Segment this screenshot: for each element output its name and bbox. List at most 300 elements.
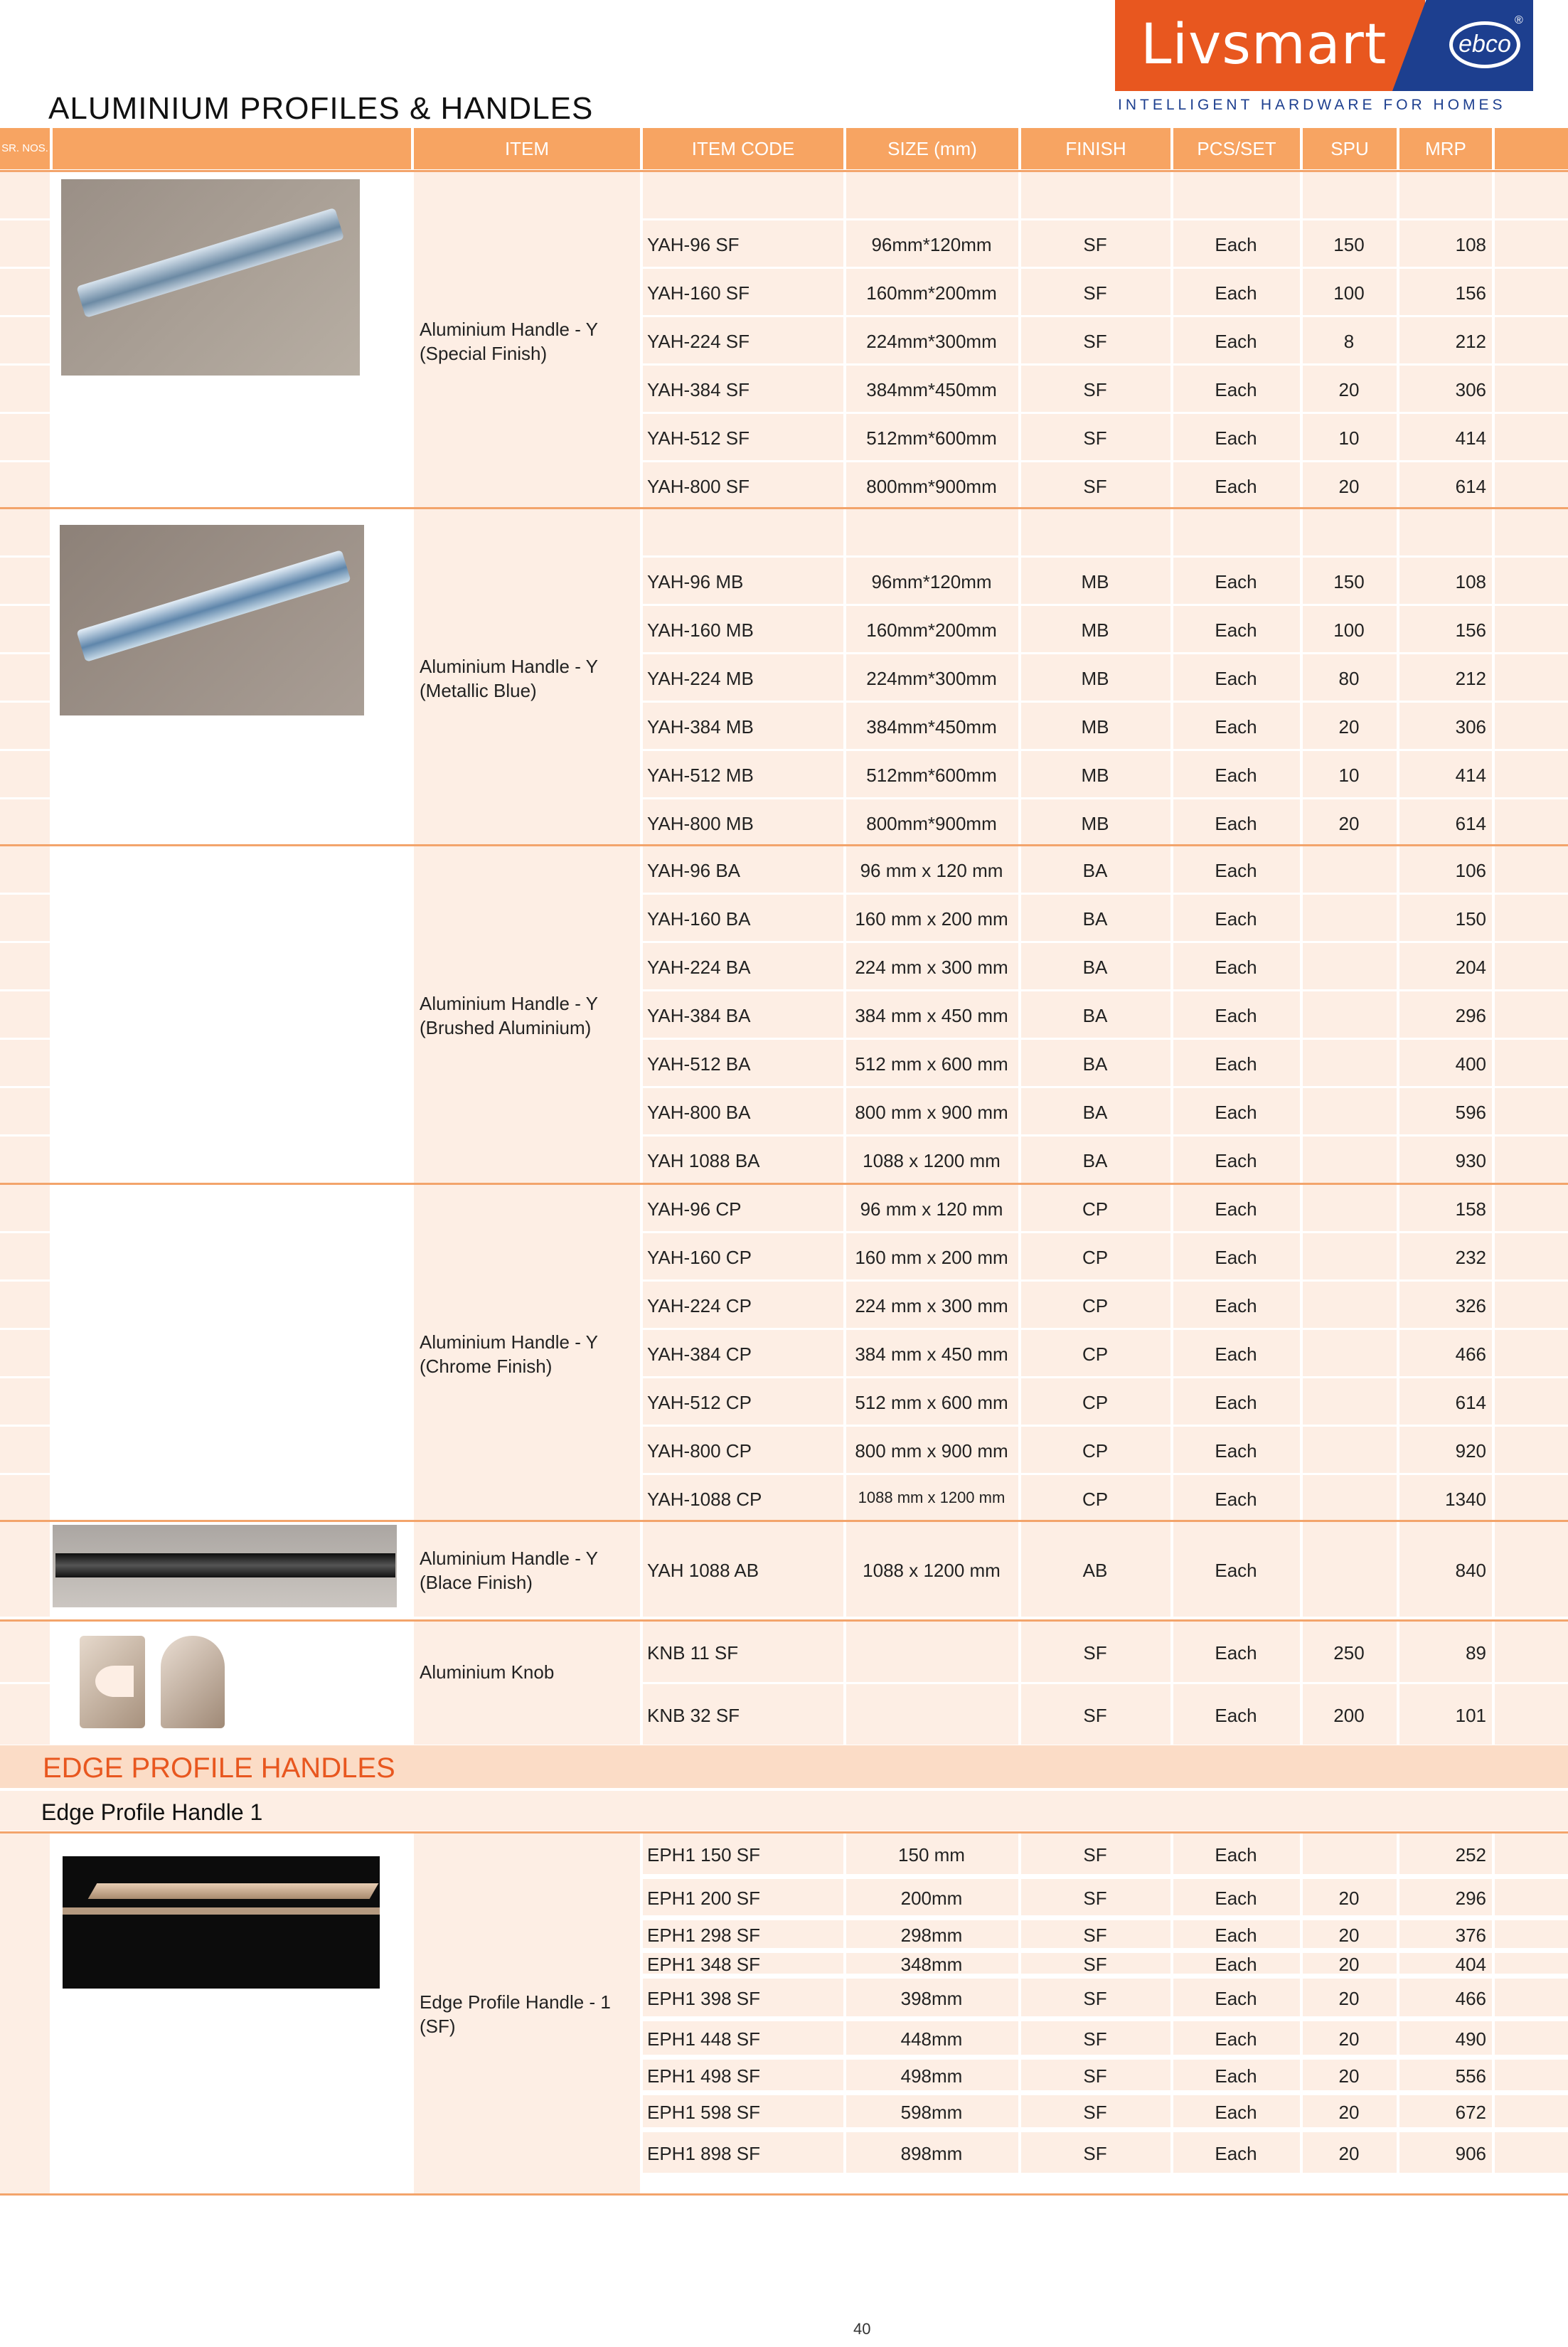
item-finish: CP: [1082, 1343, 1109, 1365]
item-code: YAH-800 SF: [647, 476, 750, 497]
item-pcs: Each: [1215, 1343, 1257, 1365]
pad-cell: [1495, 799, 1568, 846]
pad-cell: [1495, 1040, 1568, 1086]
item-size: 1088 mm x 1200 mm: [858, 1489, 1006, 1506]
item-finish: BA: [1082, 1005, 1108, 1026]
header-finish: FINISH: [1021, 128, 1170, 169]
item-mrp: 400: [1455, 1053, 1486, 1075]
pad-cell: [1495, 1522, 1568, 1617]
pad-cell: [1495, 846, 1568, 893]
blank-cell: [643, 509, 843, 555]
item-finish: SF: [1083, 1888, 1107, 1909]
sr-cell: [0, 799, 50, 846]
item-mrp: 156: [1455, 619, 1486, 641]
sr-cell: [0, 1330, 50, 1376]
header-sr: SR. NOS.: [0, 128, 50, 169]
item-code: EPH1 898 SF: [647, 2143, 760, 2164]
item-finish: SF: [1083, 2065, 1107, 2087]
item-code: YAH-512 BA: [647, 1053, 751, 1075]
item-size: 160 mm x 200 mm: [855, 908, 1008, 930]
item-code: EPH1 200 SF: [647, 1888, 760, 1909]
item-finish: BA: [1082, 908, 1108, 930]
item-finish: SF: [1083, 234, 1107, 255]
item-code: YAH-160 CP: [647, 1247, 752, 1268]
sr-cell: [0, 1185, 50, 1231]
item-code: EPH1 498 SF: [647, 2065, 760, 2087]
item-spu: 20: [1338, 1988, 1360, 2009]
item-pcs: Each: [1215, 379, 1257, 400]
item-size: 1088 x 1200 mm: [863, 1560, 1001, 1581]
size-cell: [846, 1622, 1018, 1682]
item-finish: CP: [1082, 1295, 1109, 1316]
item-finish: SF: [1083, 427, 1107, 449]
item-spu: 20: [1338, 2065, 1360, 2087]
item-pcs: Each: [1215, 716, 1257, 738]
sr-cell: [0, 606, 50, 652]
item-size: 96mm*120mm: [871, 234, 992, 255]
item-size: 150 mm: [898, 1844, 965, 1866]
edge-section-bar: [0, 1745, 1568, 1788]
item-pcs: Each: [1215, 234, 1257, 255]
item-size: 200mm: [900, 1888, 963, 1909]
item-finish: MB: [1081, 668, 1109, 689]
sr-cell: [0, 366, 50, 412]
item-mrp: 106: [1455, 860, 1486, 881]
spu-cell: [1303, 1233, 1397, 1279]
item-pcs: Each: [1215, 427, 1257, 449]
item-spu: 20: [1338, 2143, 1360, 2164]
item-mrp: 376: [1455, 1925, 1486, 1946]
item-mrp: 414: [1455, 765, 1486, 786]
edge-subsection-title: Edge Profile Handle 1: [41, 1799, 263, 1825]
item-mrp: 306: [1455, 716, 1486, 738]
sr-cell: [0, 991, 50, 1038]
sr-cell: [0, 1834, 50, 2193]
item-size: 800mm*900mm: [866, 813, 997, 834]
sr-cell: [0, 1282, 50, 1328]
sr-cell: [0, 462, 50, 509]
item-code: EPH1 298 SF: [647, 1925, 760, 1946]
item-spu: 150: [1333, 234, 1365, 255]
item-size: 384 mm x 450 mm: [855, 1005, 1008, 1026]
item-code: KNB 11 SF: [647, 1642, 739, 1664]
item-size: 384mm*450mm: [866, 716, 997, 738]
item-pcs: Each: [1215, 1705, 1257, 1726]
item-size: 224mm*300mm: [866, 331, 997, 352]
size-cell: [846, 1684, 1018, 1745]
item-mrp: 930: [1455, 1150, 1486, 1171]
item-mrp: 89: [1466, 1642, 1486, 1664]
item-mrp: 614: [1455, 1392, 1486, 1413]
item-mrp: 158: [1455, 1198, 1486, 1220]
item-pcs: Each: [1215, 2143, 1257, 2164]
pad-cell: [1495, 462, 1568, 509]
product-photo-5: [53, 1622, 411, 1747]
item-spu: 150: [1333, 571, 1365, 592]
item-mrp: 614: [1455, 813, 1486, 834]
header-pcs: PCS/SET: [1173, 128, 1300, 169]
sr-cell: [0, 1040, 50, 1086]
spu-cell: [1303, 1040, 1397, 1086]
item-code: YAH-384 SF: [647, 379, 750, 400]
pad-cell: [1495, 654, 1568, 701]
item-finish: CP: [1082, 1392, 1109, 1413]
item-code: EPH1 598 SF: [647, 2102, 760, 2123]
spu-cell: [1303, 846, 1397, 893]
spu-cell: [1303, 1427, 1397, 1473]
blank-cell: [1399, 172, 1492, 218]
item-mrp: 920: [1455, 1440, 1486, 1462]
item-mrp: 232: [1455, 1247, 1486, 1268]
blank-cell: [1303, 172, 1397, 218]
pad-cell: [1495, 943, 1568, 989]
photo-blank: [53, 1185, 411, 1523]
pad-cell: [1495, 269, 1568, 315]
sr-cell: [0, 895, 50, 941]
item-code: YAH-96 BA: [647, 860, 741, 881]
item-spu: 20: [1338, 1888, 1360, 1909]
item-mrp: 108: [1455, 571, 1486, 592]
item-finish: SF: [1083, 2143, 1107, 2164]
item-size: 224mm*300mm: [866, 668, 997, 689]
pad-cell: [1495, 1427, 1568, 1473]
item-pcs: Each: [1215, 957, 1257, 978]
spu-cell: [1303, 1475, 1397, 1521]
sr-cell: [0, 1378, 50, 1425]
sr-cell: [0, 1622, 50, 1682]
item-mrp: 466: [1455, 1988, 1486, 2009]
table-bottom-border: [0, 2193, 1568, 2196]
item-spu: 200: [1333, 1705, 1365, 1726]
item-size: 398mm: [900, 1988, 963, 2009]
pad-cell: [1495, 1475, 1568, 1521]
item-mrp: 326: [1455, 1295, 1486, 1316]
item-finish: SF: [1083, 282, 1107, 304]
item-spu: 20: [1338, 813, 1360, 834]
spu-cell: [1303, 1378, 1397, 1425]
item-pcs: Each: [1215, 2102, 1257, 2123]
edge-photo: [53, 1834, 411, 2193]
item-size: 498mm: [900, 2065, 963, 2087]
pad-cell: [1495, 2021, 1568, 2055]
sr-cell: [0, 1684, 50, 1745]
header-mrp: MRP: [1399, 128, 1492, 169]
item-code: YAH-160 MB: [647, 619, 754, 641]
logo-partner-name: ebco: [1449, 21, 1520, 68]
item-mrp: 212: [1455, 331, 1486, 352]
item-name: Aluminium Handle - Y (Metallic Blue): [420, 656, 598, 701]
edge-subsection-bar: [0, 1791, 1568, 1831]
item-size: 160 mm x 200 mm: [855, 1247, 1008, 1268]
pad-cell: [1495, 317, 1568, 363]
blank-cell: [1495, 509, 1568, 555]
item-pcs: Each: [1215, 1247, 1257, 1268]
sr-cell: [0, 509, 50, 555]
sr-cell: [0, 1233, 50, 1279]
product-photo-1: [53, 509, 411, 848]
item-code: YAH-96 SF: [647, 234, 740, 255]
item-mrp: 840: [1455, 1560, 1486, 1581]
item-finish: MB: [1081, 571, 1109, 592]
item-size: 800 mm x 900 mm: [855, 1440, 1008, 1462]
item-mrp: 101: [1455, 1705, 1486, 1726]
item-finish: AB: [1082, 1560, 1108, 1581]
item-finish: BA: [1082, 1102, 1108, 1123]
item-mrp: 212: [1455, 668, 1486, 689]
spu-cell: [1303, 991, 1397, 1038]
item-name: Aluminium Knob: [420, 1661, 555, 1683]
item-finish: SF: [1083, 2102, 1107, 2123]
item-finish: SF: [1083, 331, 1107, 352]
item-spu: 20: [1338, 379, 1360, 400]
logo-brand-name: Livsmart: [1141, 13, 1387, 77]
item-mrp: 404: [1455, 1954, 1486, 1975]
item-finish: CP: [1082, 1198, 1109, 1220]
item-pcs: Each: [1215, 1053, 1257, 1075]
item-size: 512 mm x 600 mm: [855, 1392, 1008, 1413]
item-pcs: Each: [1215, 1489, 1257, 1510]
item-name: Aluminium Handle - Y (Chrome Finish): [420, 1331, 598, 1377]
item-code: YAH 1088 BA: [647, 1150, 760, 1171]
registered-mark: ®: [1515, 14, 1523, 26]
page-title: ALUMINIUM PROFILES & HANDLES: [48, 91, 594, 126]
pad-cell: [1495, 703, 1568, 749]
item-code: YAH-384 BA: [647, 1005, 751, 1026]
item-finish: SF: [1083, 379, 1107, 400]
item-code: EPH1 398 SF: [647, 1988, 760, 2009]
item-pcs: Each: [1215, 1198, 1257, 1220]
item-code: YAH-160 SF: [647, 282, 750, 304]
item-mrp: 556: [1455, 2065, 1486, 2087]
item-size: 348mm: [900, 1954, 963, 1975]
item-pcs: Each: [1215, 813, 1257, 834]
item-mrp: 108: [1455, 234, 1486, 255]
item-code: YAH-96 CP: [647, 1198, 742, 1220]
pad-cell: [1495, 1622, 1568, 1682]
pad-cell: [1495, 751, 1568, 797]
item-name: Aluminium Handle - Y (Brushed Aluminium): [420, 993, 598, 1038]
pad-cell: [1495, 1879, 1568, 1915]
pad-cell: [1495, 1330, 1568, 1376]
header-size: SIZE (mm): [846, 128, 1018, 169]
blank-cell: [1495, 172, 1568, 218]
item-spu: 10: [1338, 765, 1360, 786]
item-mrp: 466: [1455, 1343, 1486, 1365]
product-photo-4: [53, 1522, 411, 1619]
item-spu: 20: [1338, 1925, 1360, 1946]
item-finish: SF: [1083, 1925, 1107, 1946]
item-pcs: Each: [1215, 1888, 1257, 1909]
item-finish: SF: [1083, 1705, 1107, 1726]
sr-cell: [0, 1522, 50, 1617]
item-size: 448mm: [900, 2028, 963, 2050]
item-pcs: Each: [1215, 1102, 1257, 1123]
item-finish: BA: [1082, 860, 1108, 881]
item-name: Aluminium Handle - Y (Blace Finish): [420, 1548, 598, 1593]
page-number: 40: [853, 2320, 871, 2338]
item-size: 160mm*200mm: [866, 282, 997, 304]
item-size: 96 mm x 120 mm: [860, 860, 1003, 881]
item-finish: CP: [1082, 1440, 1109, 1462]
item-code: KNB 32 SF: [647, 1705, 740, 1726]
header-item: ITEM: [414, 128, 640, 169]
item-name: Aluminium Handle - Y (Special Finish): [420, 319, 598, 364]
pad-cell: [1495, 991, 1568, 1038]
pad-cell: [1495, 606, 1568, 652]
item-mrp: 906: [1455, 2143, 1486, 2164]
header-spu: SPU: [1303, 128, 1397, 169]
pad-cell: [1495, 1684, 1568, 1745]
item-pcs: Each: [1215, 860, 1257, 881]
item-code: YAH-512 CP: [647, 1392, 752, 1413]
pad-cell: [1495, 2095, 1568, 2127]
item-spu: 100: [1333, 282, 1365, 304]
sr-cell: [0, 654, 50, 701]
blank-cell: [1303, 509, 1397, 555]
item-finish: CP: [1082, 1489, 1109, 1510]
sr-cell: [0, 943, 50, 989]
item-finish: MB: [1081, 716, 1109, 738]
sr-cell: [0, 1475, 50, 1521]
item-finish: BA: [1082, 957, 1108, 978]
item-code: YAH-96 MB: [647, 571, 744, 592]
spu-cell: [1303, 1834, 1397, 1874]
item-mrp: 672: [1455, 2102, 1486, 2123]
item-size: 512mm*600mm: [866, 765, 997, 786]
item-size: 224 mm x 300 mm: [855, 1295, 1008, 1316]
item-pcs: Each: [1215, 1392, 1257, 1413]
item-code: YAH-800 BA: [647, 1102, 751, 1123]
item-name: Edge Profile Handle - 1 (SF): [420, 1991, 611, 2037]
item-pcs: Each: [1215, 1005, 1257, 1026]
item-mrp: 414: [1455, 427, 1486, 449]
item-pcs: Each: [1215, 476, 1257, 497]
item-code: YAH-224 MB: [647, 668, 754, 689]
header-spacer: [1495, 128, 1568, 169]
product-photo-0: [53, 172, 411, 511]
item-pcs: Each: [1215, 1560, 1257, 1581]
pad-cell: [1495, 1137, 1568, 1183]
item-finish: MB: [1081, 765, 1109, 786]
item-code: YAH-224 SF: [647, 331, 750, 352]
item-code: YAH-512 MB: [647, 765, 754, 786]
item-code: YAH-160 BA: [647, 908, 751, 930]
blank-cell: [1173, 172, 1300, 218]
item-finish: MB: [1081, 619, 1109, 641]
sr-cell: [0, 414, 50, 460]
blank-cell: [1021, 172, 1170, 218]
sr-cell: [0, 172, 50, 218]
edge-top-border: [0, 1831, 1568, 1834]
item-code: YAH-224 BA: [647, 957, 751, 978]
blank-cell: [846, 172, 1018, 218]
spu-cell: [1303, 1282, 1397, 1328]
item-spu: 100: [1333, 619, 1365, 641]
sr-cell: [0, 1088, 50, 1134]
item-size: 160mm*200mm: [866, 619, 997, 641]
item-pcs: Each: [1215, 1988, 1257, 2009]
pad-cell: [1495, 1920, 1568, 1948]
item-finish: SF: [1083, 476, 1107, 497]
pad-cell: [1495, 1979, 1568, 2016]
edge-section-title: EDGE PROFILE HANDLES: [43, 1752, 395, 1784]
spu-cell: [1303, 1330, 1397, 1376]
item-code: EPH1 448 SF: [647, 2028, 760, 2050]
item-mrp: 252: [1455, 1844, 1486, 1866]
pad-cell: [1495, 1185, 1568, 1231]
pad-cell: [1495, 1834, 1568, 1874]
item-finish: BA: [1082, 1150, 1108, 1171]
item-finish: CP: [1082, 1247, 1109, 1268]
sr-cell: [0, 846, 50, 893]
brand-tagline: INTELLIGENT HARDWARE FOR HOMES: [1118, 97, 1506, 113]
item-finish: MB: [1081, 813, 1109, 834]
item-mrp: 296: [1455, 1888, 1486, 1909]
item-finish: SF: [1083, 1844, 1107, 1866]
spu-cell: [1303, 895, 1397, 941]
pad-cell: [1495, 220, 1568, 267]
spu-cell: [1303, 1522, 1397, 1617]
item-spu: 20: [1338, 1954, 1360, 1975]
item-finish: BA: [1082, 1053, 1108, 1075]
item-spu: 8: [1343, 331, 1355, 352]
item-code: YAH-1088 CP: [647, 1489, 762, 1510]
item-size: 512mm*600mm: [866, 427, 997, 449]
sr-cell: [0, 558, 50, 604]
pad-cell: [1495, 366, 1568, 412]
item-pcs: Each: [1215, 1925, 1257, 1946]
item-pcs: Each: [1215, 619, 1257, 641]
item-pcs: Each: [1215, 571, 1257, 592]
item-pcs: Each: [1215, 282, 1257, 304]
sr-cell: [0, 1137, 50, 1183]
item-mrp: 490: [1455, 2028, 1486, 2050]
item-mrp: 204: [1455, 957, 1486, 978]
item-mrp: 150: [1455, 908, 1486, 930]
item-pcs: Each: [1215, 1150, 1257, 1171]
pad-cell: [1495, 2060, 1568, 2090]
blank-cell: [1399, 509, 1492, 555]
sr-cell: [0, 1427, 50, 1473]
item-code: YAH 1088 AB: [647, 1560, 759, 1581]
spu-cell: [1303, 1088, 1397, 1134]
pad-cell: [1495, 2132, 1568, 2173]
sr-cell: [0, 317, 50, 363]
item-size: 384mm*450mm: [866, 379, 997, 400]
item-size: 298mm: [900, 1925, 963, 1946]
item-size: 898mm: [900, 2143, 963, 2164]
item-pcs: Each: [1215, 2065, 1257, 2087]
item-code: YAH-384 MB: [647, 716, 754, 738]
item-size: 96mm*120mm: [871, 571, 992, 592]
item-pcs: Each: [1215, 1440, 1257, 1462]
item-size: 384 mm x 450 mm: [855, 1343, 1008, 1365]
pad-cell: [1495, 1233, 1568, 1279]
pad-cell: [1495, 558, 1568, 604]
spu-cell: [1303, 1137, 1397, 1183]
item-size: 598mm: [900, 2102, 963, 2123]
item-spu: 10: [1338, 427, 1360, 449]
item-pcs: Each: [1215, 668, 1257, 689]
spu-cell: [1303, 1185, 1397, 1231]
blank-cell: [1173, 509, 1300, 555]
item-finish: SF: [1083, 1642, 1107, 1664]
item-finish: SF: [1083, 1988, 1107, 2009]
item-code: YAH-384 CP: [647, 1343, 752, 1365]
pad-cell: [1495, 895, 1568, 941]
item-spu: 20: [1338, 2028, 1360, 2050]
item-mrp: 614: [1455, 476, 1486, 497]
